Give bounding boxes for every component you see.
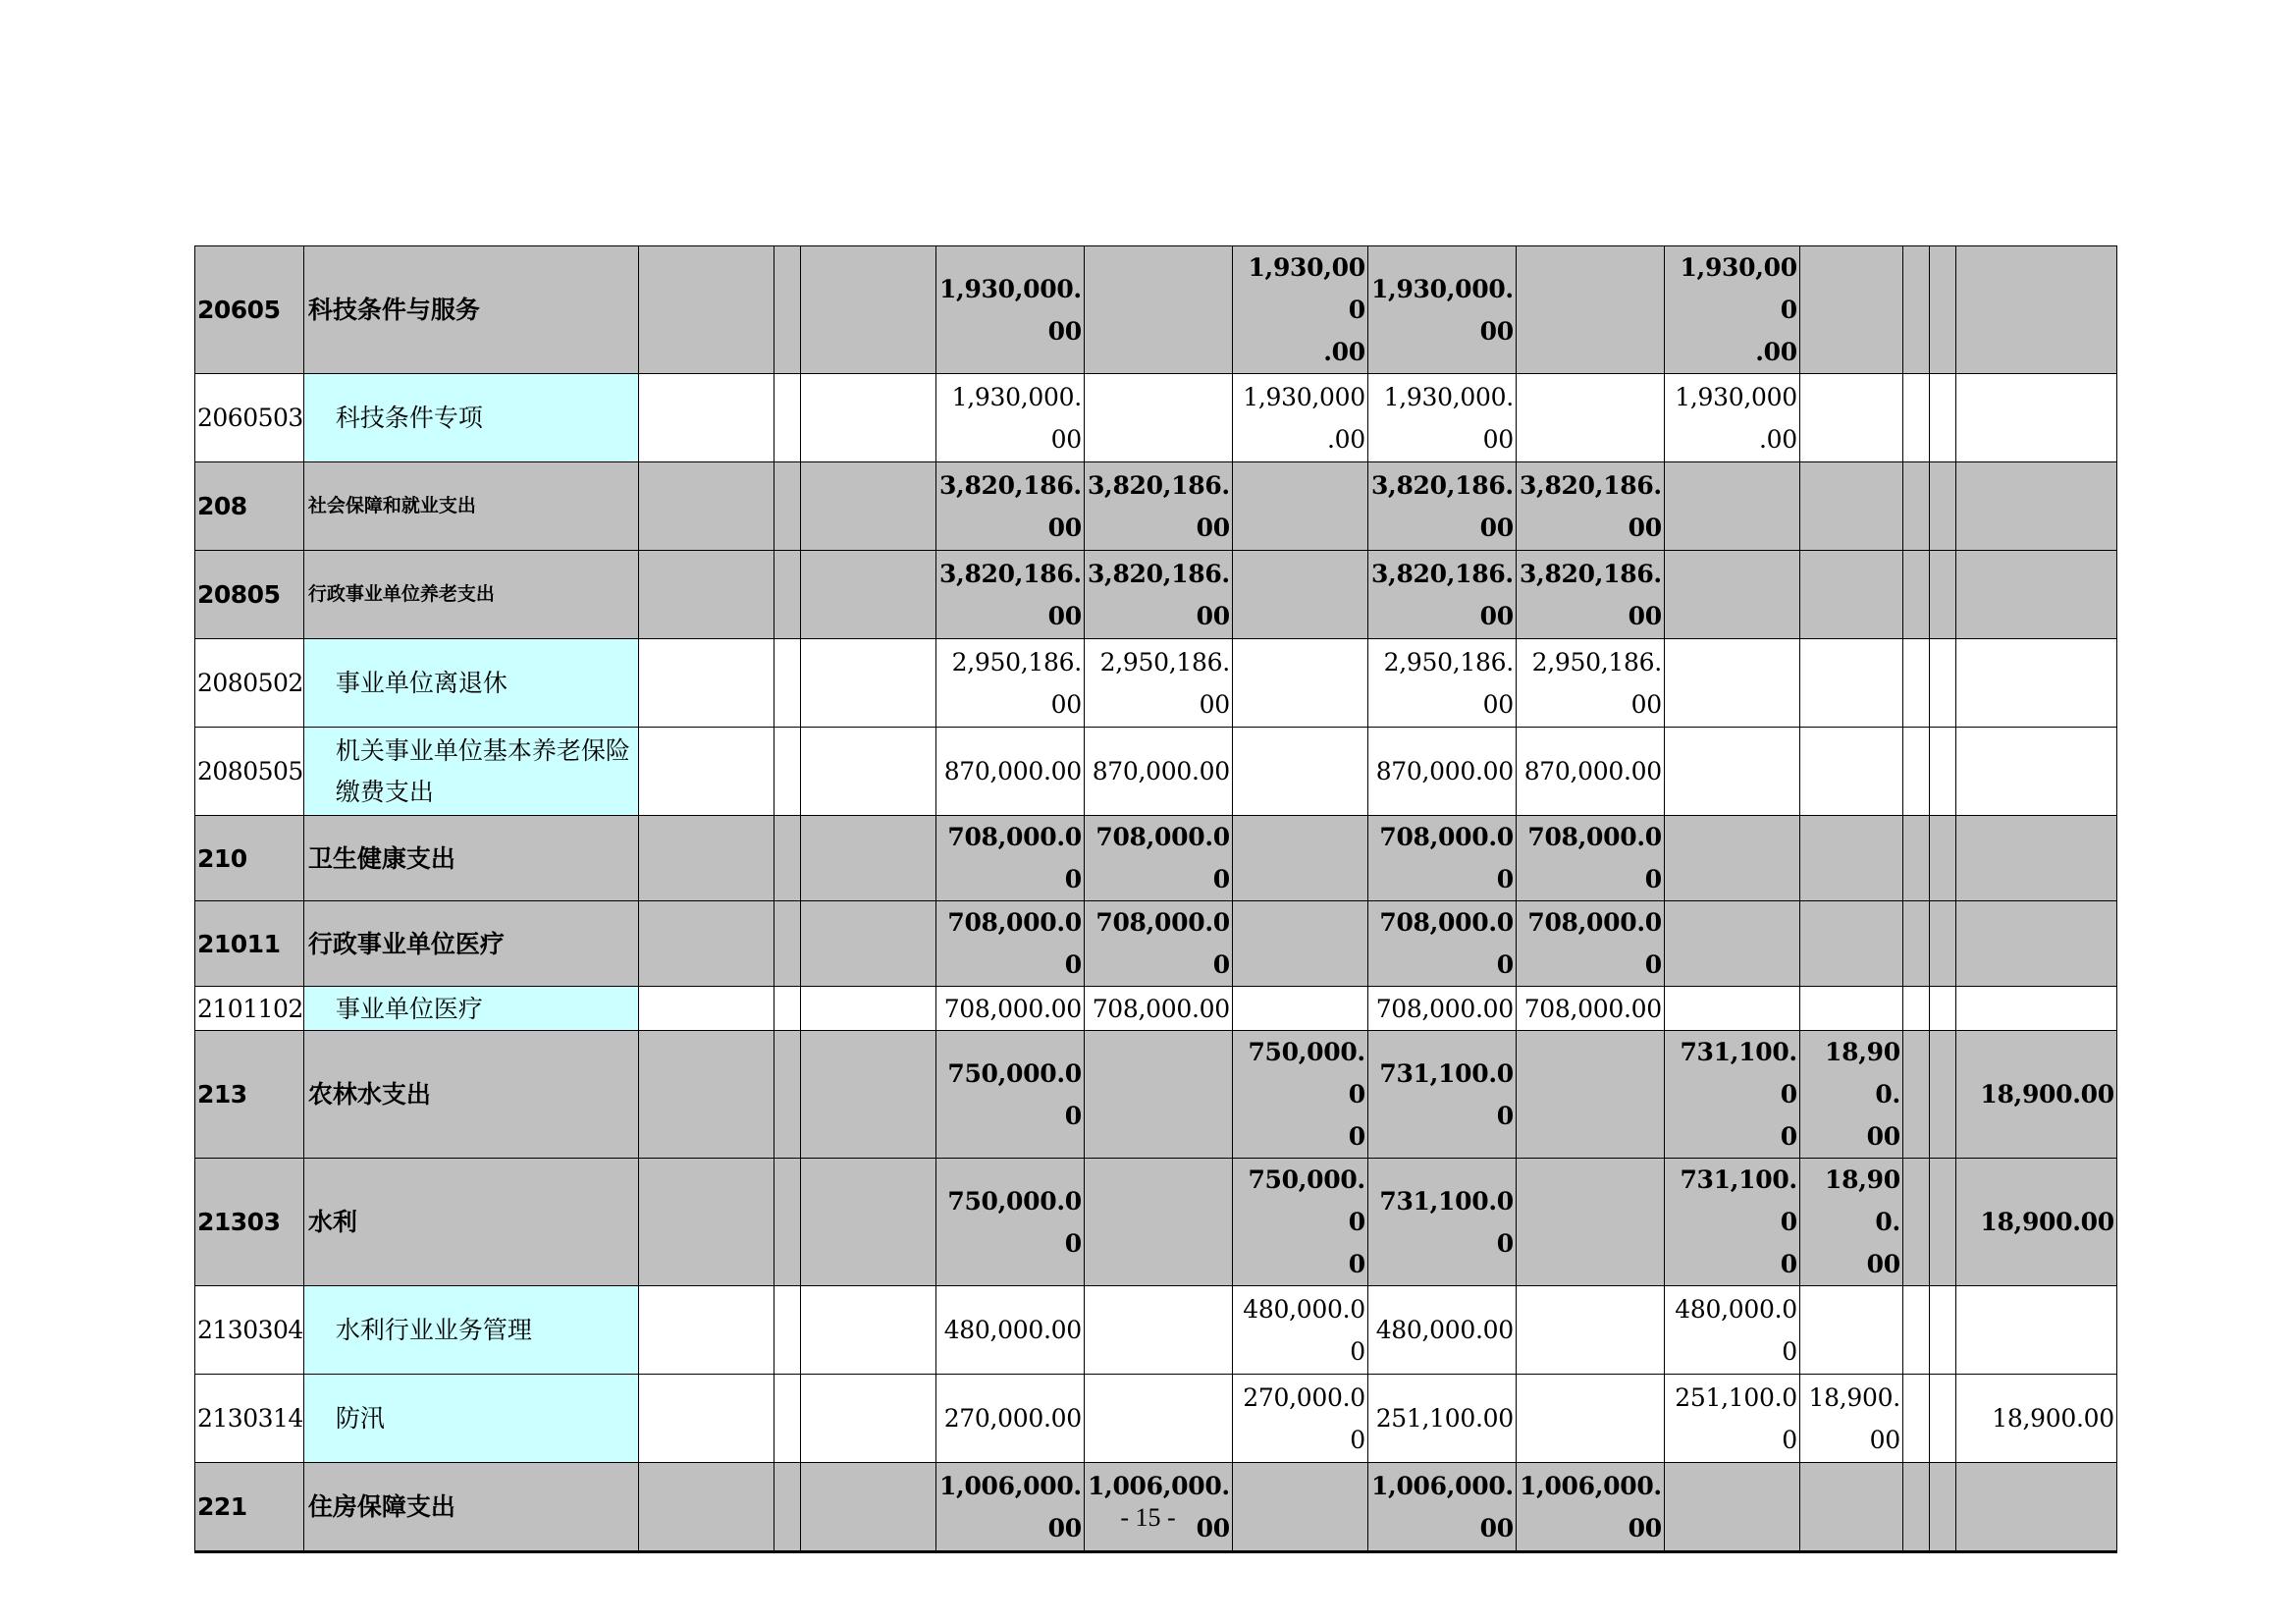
amount-cell: 708,000.00 [935, 901, 1084, 987]
amount-cell: 3,820,186. 00 [1367, 551, 1516, 639]
amount-cell: 18,900. 00 [1799, 1159, 1902, 1286]
subject-code-cell: 2101102 [195, 987, 304, 1031]
amount-cell: 708,000.00 [1367, 901, 1516, 987]
amount-cell: 18,900. 00 [1799, 1375, 1902, 1463]
subject-name-cell: 社会保障和就业支出 [303, 462, 638, 551]
amount-cell: 3,820,186. 00 [935, 551, 1084, 639]
amount-cell [1232, 728, 1367, 816]
blank-cell [774, 374, 800, 462]
blank-cell [774, 901, 800, 987]
amount-cell: 1,930,000 .00 [1232, 246, 1367, 374]
amount-cell: 870,000.00 [935, 728, 1084, 816]
amount-cell [1955, 462, 2116, 551]
amount-cell: 1,006,000. 00 [935, 1463, 1084, 1552]
subject-name-cell: 防汛 [303, 1375, 638, 1463]
amount-cell [1232, 639, 1367, 728]
subject-code-cell: 21011 [195, 901, 304, 987]
blank-cell [774, 816, 800, 901]
subject-code-cell: 2060503 [195, 374, 304, 462]
amount-cell [1955, 551, 2116, 639]
blank-cell [800, 374, 935, 462]
amount-cell [1516, 246, 1664, 374]
amount-cell [1799, 987, 1902, 1031]
amount-cell: 1,930,000. 00 [935, 374, 1084, 462]
amount-cell: 3,820,186. 00 [935, 462, 1084, 551]
amount-cell: 870,000.00 [1367, 728, 1516, 816]
amount-cell [1929, 462, 1955, 551]
amount-cell [1902, 1375, 1929, 1463]
amount-cell [1516, 374, 1664, 462]
blank-cell [774, 639, 800, 728]
amount-cell: 1,930,000 .00 [1232, 374, 1367, 462]
amount-cell [1664, 551, 1799, 639]
amount-cell: 1,930,000 .00 [1664, 246, 1799, 374]
blank-cell [774, 1286, 800, 1375]
subject-name-cell: 水利行业业务管理 [303, 1286, 638, 1375]
amount-cell [1955, 816, 2116, 901]
subject-code-cell: 20805 [195, 551, 304, 639]
amount-cell [1929, 728, 1955, 816]
amount-cell [1929, 551, 1955, 639]
table-row [195, 374, 2117, 462]
blank-cell [774, 551, 800, 639]
amount-cell [1955, 246, 2116, 374]
table-row [195, 728, 2117, 816]
amount-cell [1929, 1159, 1955, 1286]
amount-cell [1902, 246, 1929, 374]
amount-cell: 18,900.00 [1955, 1031, 2116, 1159]
blank-cell [800, 551, 935, 639]
amount-cell [1516, 1286, 1664, 1375]
subject-code-cell: 208 [195, 462, 304, 551]
blank-cell [638, 374, 774, 462]
amount-cell [1955, 374, 2116, 462]
budget-table [194, 245, 2117, 1553]
amount-cell [1955, 901, 2116, 987]
amount-cell [1232, 462, 1367, 551]
table-row [195, 816, 2117, 901]
amount-cell: 708,000.00 [1516, 987, 1664, 1031]
amount-cell: 3,820,186. 00 [1516, 462, 1664, 551]
amount-cell: 480,000.0 0 [1664, 1286, 1799, 1375]
amount-cell [1902, 1159, 1929, 1286]
amount-cell [1799, 374, 1902, 462]
subject-name-cell: 水利 [303, 1159, 638, 1286]
amount-cell [1232, 551, 1367, 639]
amount-cell [1084, 1159, 1232, 1286]
amount-cell [1232, 987, 1367, 1031]
amount-cell: 18,900. 00 [1799, 1031, 1902, 1159]
blank-cell [800, 1159, 935, 1286]
amount-cell: 2,950,186. 00 [1084, 639, 1232, 728]
amount-cell [1799, 816, 1902, 901]
amount-cell [1084, 246, 1232, 374]
amount-cell: 251,100.0 0 [1664, 1375, 1799, 1463]
table-body [195, 246, 2117, 1552]
subject-name-cell: 事业单位医疗 [303, 987, 638, 1031]
subject-name-cell: 行政事业单位养老支出 [303, 551, 638, 639]
subject-code-cell: 21303 [195, 1159, 304, 1286]
amount-cell [1664, 462, 1799, 551]
amount-cell: 1,006,000. 00 [1367, 1463, 1516, 1552]
amount-cell: 708,000.00 [1084, 901, 1232, 987]
amount-cell [1084, 374, 1232, 462]
amount-cell [1929, 246, 1955, 374]
amount-cell: 270,000.00 [935, 1375, 1084, 1463]
amount-cell [1799, 462, 1902, 551]
table-row [195, 1159, 2117, 1286]
amount-cell: 480,000.0 0 [1232, 1286, 1367, 1375]
amount-cell [1799, 1286, 1902, 1375]
amount-cell [1799, 901, 1902, 987]
blank-cell [638, 728, 774, 816]
amount-cell [1929, 374, 1955, 462]
blank-cell [638, 246, 774, 374]
subject-code-cell: 2080502 [195, 639, 304, 728]
amount-cell [1902, 374, 1929, 462]
blank-cell [774, 1031, 800, 1159]
blank-cell [638, 462, 774, 551]
amount-cell: 1,006,000. 00 [1084, 1463, 1232, 1552]
blank-cell [774, 987, 800, 1031]
table-row [195, 639, 2117, 728]
table-row [195, 1375, 2117, 1463]
blank-cell [638, 1031, 774, 1159]
amount-cell [1902, 901, 1929, 987]
amount-cell [1929, 901, 1955, 987]
amount-cell [1929, 1031, 1955, 1159]
subject-code-cell: 20605 [195, 246, 304, 374]
subject-code-cell: 2080505 [195, 728, 304, 816]
amount-cell: 708,000.00 [935, 816, 1084, 901]
subject-name-cell: 行政事业单位医疗 [303, 901, 638, 987]
blank-cell [774, 728, 800, 816]
amount-cell: 1,930,000. 00 [935, 246, 1084, 374]
table-row [195, 987, 2117, 1031]
amount-cell [1084, 1375, 1232, 1463]
amount-cell [1955, 1286, 2116, 1375]
amount-cell [1664, 987, 1799, 1031]
amount-cell: 870,000.00 [1516, 728, 1664, 816]
blank-cell [800, 246, 935, 374]
blank-cell [638, 1286, 774, 1375]
amount-cell [1516, 1159, 1664, 1286]
table-row [195, 462, 2117, 551]
page-number: - 15 - [1120, 1503, 1176, 1532]
subject-name-cell: 机关事业单位基本养老保险缴费支出 [303, 728, 638, 816]
amount-cell: 708,000.00 [935, 987, 1084, 1031]
amount-cell [1929, 816, 1955, 901]
amount-cell: 708,000.00 [1084, 816, 1232, 901]
amount-cell [1902, 551, 1929, 639]
subject-code-cell: 210 [195, 816, 304, 901]
amount-cell [1084, 1031, 1232, 1159]
subject-name-cell: 卫生健康支出 [303, 816, 638, 901]
amount-cell: 731,100.0 0 [1664, 1159, 1799, 1286]
blank-cell [638, 551, 774, 639]
subject-name-cell: 科技条件专项 [303, 374, 638, 462]
blank-cell [800, 1375, 935, 1463]
subject-code-cell: 2130304 [195, 1286, 304, 1375]
amount-cell: 708,000.00 [1084, 987, 1232, 1031]
amount-cell [1799, 246, 1902, 374]
amount-cell: 480,000.00 [1367, 1286, 1516, 1375]
table-row [195, 246, 2117, 374]
amount-cell [1929, 1375, 1955, 1463]
blank-cell [774, 462, 800, 551]
amount-cell: 3,820,186. 00 [1084, 462, 1232, 551]
amount-cell [1902, 1031, 1929, 1159]
amount-cell [1664, 728, 1799, 816]
subject-name-cell: 事业单位离退休 [303, 639, 638, 728]
subject-name-cell: 科技条件与服务 [303, 246, 638, 374]
amount-cell [1799, 639, 1902, 728]
amount-cell [1232, 816, 1367, 901]
subject-code-cell: 213 [195, 1031, 304, 1159]
blank-cell [638, 1159, 774, 1286]
amount-cell: 2,950,186. 00 [1516, 639, 1664, 728]
blank-cell [800, 728, 935, 816]
amount-cell [1232, 901, 1367, 987]
amount-cell: 750,000.00 [935, 1031, 1084, 1159]
blank-cell [800, 1286, 935, 1375]
amount-cell [1929, 1286, 1955, 1375]
amount-cell: 3,820,186. 00 [1516, 551, 1664, 639]
amount-cell [1084, 1286, 1232, 1375]
blank-cell [774, 1375, 800, 1463]
amount-cell: 3,820,186. 00 [1367, 462, 1516, 551]
blank-cell [638, 816, 774, 901]
amount-cell: 3,820,186. 00 [1084, 551, 1232, 639]
blank-cell [800, 816, 935, 901]
amount-cell [1664, 639, 1799, 728]
amount-cell: 708,000.00 [1367, 816, 1516, 901]
table-row [195, 1286, 2117, 1375]
amount-cell: 2,950,186. 00 [1367, 639, 1516, 728]
amount-cell: 18,900.00 [1955, 1375, 2116, 1463]
blank-cell [774, 246, 800, 374]
amount-cell [1955, 728, 2116, 816]
blank-cell [638, 987, 774, 1031]
amount-cell [1902, 816, 1929, 901]
amount-cell: 1,006,000. 00 [1516, 1463, 1664, 1552]
blank-cell [774, 1159, 800, 1286]
amount-cell [1955, 639, 2116, 728]
blank-cell [800, 1031, 935, 1159]
subject-code-cell: 221 [195, 1463, 304, 1552]
amount-cell [1955, 987, 2116, 1031]
amount-cell [1902, 639, 1929, 728]
amount-cell: 731,100.00 [1367, 1031, 1516, 1159]
amount-cell: 251,100.00 [1367, 1375, 1516, 1463]
amount-cell [1664, 901, 1799, 987]
amount-cell: 270,000.0 0 [1232, 1375, 1367, 1463]
amount-cell: 731,100.0 0 [1664, 1031, 1799, 1159]
amount-cell [1664, 816, 1799, 901]
amount-cell [1516, 1031, 1664, 1159]
blank-cell [800, 901, 935, 987]
amount-cell [1516, 1375, 1664, 1463]
blank-cell [800, 987, 935, 1031]
amount-cell [1929, 639, 1955, 728]
amount-cell [1902, 728, 1929, 816]
amount-cell [1799, 728, 1902, 816]
amount-cell [1902, 1286, 1929, 1375]
amount-cell: 708,000.00 [1516, 901, 1664, 987]
amount-cell: 2,950,186. 00 [935, 639, 1084, 728]
amount-cell: 870,000.00 [1084, 728, 1232, 816]
amount-cell: 750,000.00 [935, 1159, 1084, 1286]
amount-cell: 18,900.00 [1955, 1159, 2116, 1286]
amount-cell: 750,000.0 0 [1232, 1159, 1367, 1286]
amount-cell: 708,000.00 [1516, 816, 1664, 901]
amount-cell: 480,000.00 [935, 1286, 1084, 1375]
table-row [195, 1031, 2117, 1159]
amount-cell: 708,000.00 [1367, 987, 1516, 1031]
blank-cell [638, 1375, 774, 1463]
subject-name-cell: 住房保障支出 [303, 1463, 638, 1552]
amount-cell: 1,930,000 .00 [1664, 374, 1799, 462]
blank-cell [800, 462, 935, 551]
amount-cell: 731,100.00 [1367, 1159, 1516, 1286]
amount-cell [1799, 551, 1902, 639]
amount-cell: 1,930,000. 00 [1367, 246, 1516, 374]
subject-code-cell: 2130314 [195, 1375, 304, 1463]
table-row [195, 901, 2117, 987]
amount-cell [1902, 987, 1929, 1031]
amount-cell [1929, 987, 1955, 1031]
blank-cell [638, 639, 774, 728]
amount-cell [1902, 462, 1929, 551]
table-row [195, 551, 2117, 639]
amount-cell: 1,930,000. 00 [1367, 374, 1516, 462]
blank-cell [800, 639, 935, 728]
blank-cell [638, 901, 774, 987]
subject-name-cell: 农林水支出 [303, 1031, 638, 1159]
amount-cell: 750,000.0 0 [1232, 1031, 1367, 1159]
